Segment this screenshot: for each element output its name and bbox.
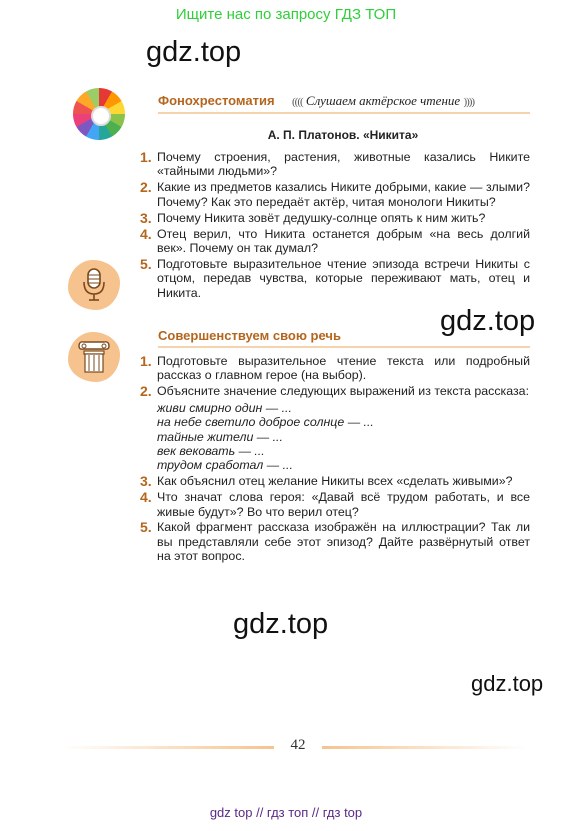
microphone-icon <box>68 260 120 310</box>
question-item <box>140 384 530 472</box>
watermark: gdz.top <box>146 36 242 68</box>
question-text: Почему Никита зовёт дедушку-солнце опять к ним жить? <box>157 210 486 225</box>
question-text: Подготовьте выразительное чтение эпизода встречи Никиты с отцом, передав чувства, которые переживают мать, отец и Никита. <box>157 256 530 300</box>
question-number: 4. <box>140 225 152 242</box>
listen-label <box>292 93 474 109</box>
watermark: gdz.top <box>471 671 544 696</box>
question-number: 4. <box>140 489 152 506</box>
divider <box>158 112 530 114</box>
work-title: А. П. Платонов. «Никита» <box>267 128 419 142</box>
question-item <box>140 257 530 300</box>
question-text: Какой фрагмент рассказа изображён на иллюстрации? Так ли вы представляли себе этот эпизод? Дайте развёрнутый ответ на этот вопрос. <box>157 520 530 564</box>
phrase-item: живи смирно один — ... <box>157 400 292 415</box>
question-item <box>140 474 530 488</box>
sound-waves-icon: (((( <box>292 96 303 108</box>
bottom-banner[interactable]: gdz top // гдз топ // гдз top <box>209 805 363 820</box>
question-number: 1. <box>140 149 152 165</box>
question-number: 3. <box>140 209 152 226</box>
listen-text: Слушаем актёрское чтение <box>305 93 461 108</box>
question-item <box>140 490 530 519</box>
question-text: Отец верил, что Никита останется добрым «на весь долгий век». Почему он так думал? <box>157 226 530 255</box>
question-item <box>140 520 530 563</box>
question-number: 5. <box>140 519 152 536</box>
question-item <box>140 150 530 179</box>
footer-line <box>62 746 274 749</box>
sound-waves-icon: )))) <box>463 96 475 108</box>
phrase-list <box>157 401 530 473</box>
phrase-item: трудом сработал — ... <box>157 458 293 473</box>
question-number: 3. <box>140 473 152 490</box>
top-banner[interactable]: Ищите нас по запросу ГДЗ ТОП <box>175 6 397 23</box>
question-text: Как объяснил отец желание Никиты всех «сделать живыми»? <box>157 474 513 489</box>
question-number: 2. <box>140 383 152 400</box>
watermark: gdz.top <box>233 608 329 640</box>
question-number: 5. <box>140 255 152 272</box>
question-text: Почему строения, растения, животные казались Никите «тайными людьми»? <box>157 150 530 179</box>
divider <box>158 346 530 348</box>
phrase-item: тайные жители — ... <box>157 429 283 444</box>
watermark: gdz.top <box>440 305 536 337</box>
question-text: Объясните значение следующих выражений из текста рассказа: <box>157 384 530 399</box>
question-number: 1. <box>140 353 152 369</box>
audio-disc-icon <box>73 88 125 140</box>
question-item <box>140 227 530 256</box>
question-item <box>140 354 530 383</box>
question-item <box>140 211 530 225</box>
question-text: Какие из предметов казались Никите добрыми, какие — злыми? Почему? Как это передаёт актёр, читая монологи Никиты? <box>157 180 530 209</box>
column-capital-icon <box>68 332 120 382</box>
question-text: Подготовьте выразительное чтение текста или подробный рассказ о главном герое (на выбор). <box>157 354 530 383</box>
section-heading-speech: Совершенствуем свою речь <box>158 328 341 343</box>
page-number: 42 <box>290 737 306 753</box>
question-list-phonochrestomathy <box>140 150 530 302</box>
footer-line <box>322 746 527 749</box>
phrase-item: век вековать — ... <box>157 443 265 458</box>
question-item <box>140 180 530 209</box>
question-list-speech <box>140 354 530 565</box>
phrase-item: на небе светило доброе солнце — ... <box>157 415 374 430</box>
question-text: Что значат слова героя: «Давай всё трудом работать, и все живые будут»? Во что верил отец? <box>157 490 530 519</box>
section-heading-phonochrestomathy: Фонохрестоматия <box>158 93 275 108</box>
question-number: 2. <box>140 179 152 196</box>
